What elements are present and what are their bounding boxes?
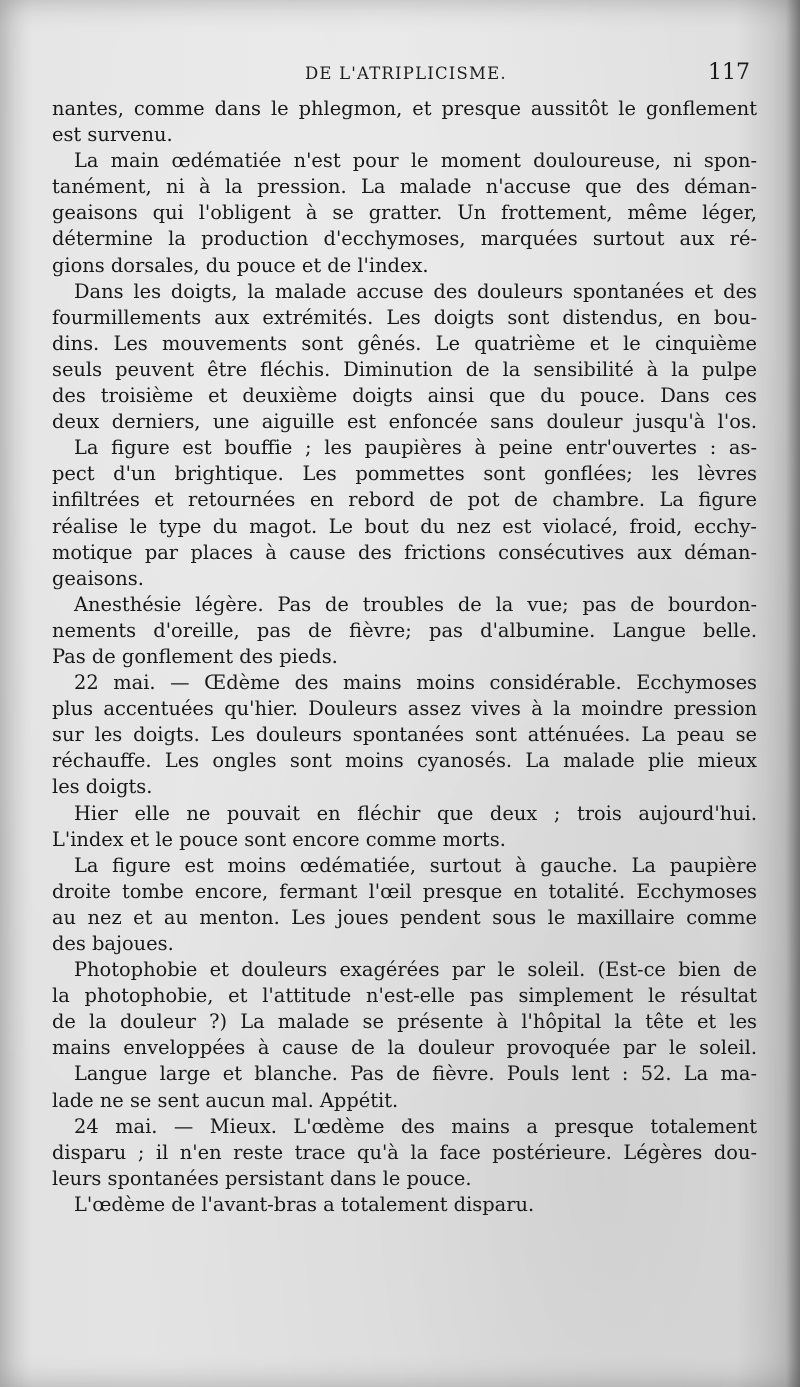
text-line: La figure est moins œdématiée, surtout à gauche. La paupière <box>74 853 757 877</box>
text-line: détermine la production d'ecchymoses, marquées surtout aux ré- <box>52 227 757 251</box>
text-line: sur les doigts. Les douleurs spontanées sont atténuées. La peau se <box>52 723 757 747</box>
text-line: est survenu. <box>52 123 173 147</box>
text-line: réchauffe. Les ongles sont moins cyanosés. La malade plie mieux <box>52 749 757 773</box>
text-line: gions dorsales, du pouce et de l'index. <box>52 253 429 277</box>
text-line: Anesthésie légère. Pas de troubles de la vue; pas de bourdon- <box>74 592 757 616</box>
text-line: nantes, comme dans le phlegmon, et presque aussitôt le gonflement <box>52 97 757 120</box>
text-line: infiltrées et retournées en rebord de pot de chambre. La figure <box>52 488 757 512</box>
text-line: geaisons. <box>52 566 144 590</box>
text-line: dins. Les mouvements sont gênés. Le quatrième et le cinquième <box>52 331 757 355</box>
text-line: réalise le type du magot. Le bout du nez est violacé, froid, ecchy- <box>52 514 757 538</box>
text-line: Photophobie et douleurs exagérées par le soleil. (Est-ce bien de <box>74 958 757 982</box>
running-title: DE L'ATRIPLICISME. <box>305 64 507 83</box>
text-line: leurs spontanées persistant dans le pouce. <box>52 1166 472 1190</box>
text-line: Hier elle ne pouvait en fléchir que deux ; trois aujourd'hui. <box>74 801 757 825</box>
text-line: 22 mai. — Œdème des mains moins considérable. Ecchymoses <box>74 671 757 695</box>
text-line: 24 mai. — Mieux. L'œdème des mains a presque totalement <box>74 1114 757 1138</box>
text-line: plus accentuées qu'hier. Douleurs assez vives à la moindre pression <box>52 697 757 721</box>
text-line: deux derniers, une aiguille est enfoncée sans douleur jusqu'à l'os. <box>52 410 757 434</box>
text-line: la photophobie, et l'attitude n'est-elle pas simplement le résultat <box>52 984 757 1008</box>
text-line: lade ne se sent aucun mal. Appétit. <box>52 1088 399 1112</box>
text-line: droite tombe encore, fermant l'œil presque en totalité. Ecchymoses <box>52 879 757 903</box>
text-line: nements d'oreille, pas de fièvre; pas d'albumine. Langue belle. <box>52 618 757 642</box>
text-line: motique par places à cause des frictions consécutives aux déman- <box>52 540 757 564</box>
text-line: tanément, ni à la pression. La malade n'accuse que des déman- <box>52 175 757 199</box>
text-line: Langue large et blanche. Pas de fièvre. Pouls lent : 52. La ma- <box>74 1062 757 1086</box>
text-line: des bajoues. <box>52 932 174 955</box>
text-line: au nez et au menton. Les joues pendent sous le maxillaire comme <box>52 905 757 929</box>
text-line: fourmillements aux extrémités. Les doigts sont distendus, en bou- <box>52 305 757 329</box>
body-text <box>52 96 757 1218</box>
page-edge-shadow <box>786 0 800 1387</box>
text-line: disparu ; il n'en reste trace qu'à la face postérieure. Légères dou- <box>52 1140 757 1164</box>
text-line: geaisons qui l'obligent à se gratter. Un frottement, même léger, <box>52 201 757 225</box>
text-line: de la douleur ?) La malade se présente à l'hôpital la tête et les <box>52 1010 757 1034</box>
text-line: Pas de gonflement des pieds. <box>52 644 338 668</box>
text-line: La figure est bouffie ; les paupières à peine entr'ouvertes : as- <box>74 436 757 460</box>
text-line: les doigts. <box>52 775 153 799</box>
text-line: des troisième et deuxième doigts ainsi que du pouce. Dans ces <box>52 384 757 408</box>
text-line: L'index et le pouce sont encore comme morts. <box>52 827 506 851</box>
text-line: pect d'un brightique. Les pommettes sont gonflées; les lèvres <box>52 462 757 486</box>
page-number: 117 <box>708 60 750 85</box>
page-header <box>55 60 750 92</box>
text-line: La main œdématiée n'est pour le moment douloureuse, ni spon- <box>74 149 757 173</box>
text-line: mains enveloppées à cause de la douleur provoquée par le soleil. <box>52 1036 757 1060</box>
text-line: Dans les doigts, la malade accuse des douleurs spontanées et des <box>74 279 757 303</box>
text-line: L'œdème de l'avant-bras a totalement disparu. <box>74 1192 535 1216</box>
text-line: seuls peuvent être fléchis. Diminution de la sensibilité à la pulpe <box>52 357 757 381</box>
